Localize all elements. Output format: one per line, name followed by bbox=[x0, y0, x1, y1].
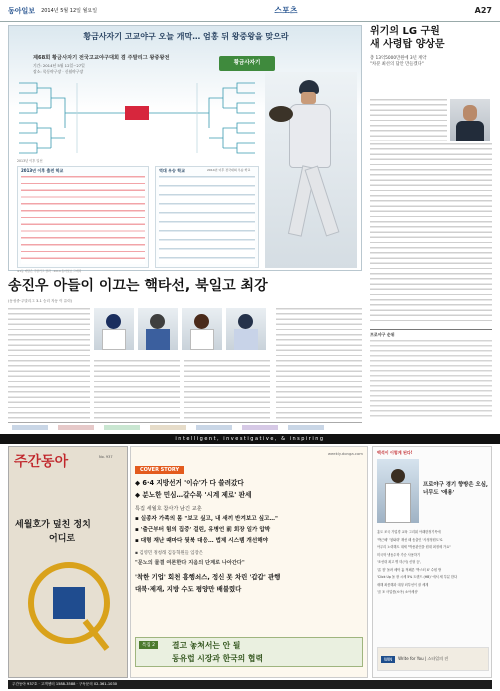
column-subhead-2: "차분 최선의 답안 만들겠다" bbox=[370, 62, 424, 67]
cover-headline-1: 세월호가 덮친 정치 bbox=[15, 520, 91, 530]
side-ad-footer-text: Write for You | 스타일의 진 bbox=[398, 656, 449, 661]
contents-item-5: ▪ 대형 재난 때마다 뒷북 대응… 법제 시스템 개선해야 bbox=[135, 538, 269, 544]
contents-item-4: ▪ '출근부터 험의 집중' 걸린, 유병언 前 회장 일가 압박 bbox=[135, 527, 271, 533]
side-ad-item-5: '롬 점' 돌려 메탁 흉 적폐론 '박스터 X' 수원 방 bbox=[377, 567, 442, 572]
newspaper-logo: 동아일보 bbox=[8, 6, 36, 15]
side-ad-footer bbox=[377, 647, 489, 671]
column-subhead-1: 총 13억5000만원에 3년 계약 bbox=[370, 56, 427, 61]
column-article bbox=[370, 25, 492, 420]
event-info-2: 장소: 목동야구장 · 신월야구장 bbox=[33, 69, 84, 74]
contents-item-6: ▪ 김영민 정청래 김동혁원들 입장은 bbox=[135, 551, 203, 556]
column-body-2 bbox=[370, 143, 492, 323]
side-ad-item-2: 아무리 노력해도 대세 "박용관인을 원대 최정세 가요" bbox=[377, 545, 451, 549]
stats-title: 프로야구 순위 bbox=[370, 332, 395, 337]
pitcher-photo bbox=[265, 72, 357, 268]
bottom-feature bbox=[135, 637, 363, 667]
story-col-2 bbox=[94, 360, 180, 420]
issue-date: 2014년 5월 12일 월요일 bbox=[41, 8, 98, 14]
cover-story-label: COVER STORY bbox=[135, 466, 184, 474]
side-ad-item-7: 새해 최종해과 대칭 외부선이 잘 세계 bbox=[377, 582, 429, 587]
team-table bbox=[17, 166, 149, 268]
champion-caption: 2014년 이후 전국대회 우승 학교 bbox=[207, 168, 251, 172]
tournament-bracket bbox=[17, 78, 257, 158]
side-ad-item-4: '조선대 최고 병 미(이) 신형 등', bbox=[377, 560, 422, 564]
side-ad-item-1: '박근혜' '청와대' 재선 때 송출인 '사정정원도'로 bbox=[377, 537, 443, 542]
story-headline: 송진우 아들이 이끄는 핵타선, 북일고 최강 bbox=[8, 278, 268, 294]
player-photo-2 bbox=[138, 308, 178, 350]
side-ad bbox=[372, 446, 492, 678]
feature-banner: 황금사자기 고교야구 오늘 개막… 엄홍 뒤 왕중왕을 맞으라 bbox=[83, 32, 289, 41]
player-photo-4 bbox=[226, 308, 266, 350]
bottom-feature-line1: 결고 놓쳐서는 안 될 bbox=[172, 641, 241, 650]
magazine-cover bbox=[8, 446, 128, 678]
magazine-issue: No. 937 bbox=[99, 455, 113, 459]
cover-emblem bbox=[23, 551, 115, 661]
team-table-title: 2013년 이후 출전 학교 bbox=[21, 168, 64, 173]
contents-item-9: 대북·제재, 지방 수도 평양만 배불렸다 bbox=[135, 585, 242, 593]
champion-table bbox=[155, 166, 259, 268]
magazine-name: 주간동아 bbox=[14, 454, 69, 470]
contents-item-7: "문노의 물결 여론한다 지음의 단계로 나아간다" bbox=[135, 560, 245, 566]
side-ad-top: 백석이 이렇게 된다! bbox=[377, 450, 413, 455]
manager-photo bbox=[450, 99, 490, 141]
column-title-line1: 위기의 LG 구원 bbox=[370, 26, 440, 37]
chart-note: 2013년 이후 일선 bbox=[17, 159, 43, 163]
story-col-3 bbox=[184, 360, 270, 420]
feature-graphic bbox=[8, 25, 362, 271]
side-ad-item-6: 'Click Up 돌 장 시세 5% 트렌드 (HB)' 에서 세 부분 한다 bbox=[377, 575, 458, 579]
contents-item-1: ◆ 분노한 민심…갈수록 '시계 제로' 판세 bbox=[135, 491, 252, 499]
ad-footer bbox=[8, 680, 492, 689]
event-info-1: 기간: 2014년 5월 12일~27일 bbox=[33, 63, 85, 68]
tagline-band bbox=[0, 434, 500, 444]
contents-item-3: ▪ 실종자 가족의 몸 "보고 싶고, 내 새끼 반겨보고 싶고…" bbox=[135, 516, 278, 522]
event-logo: 황금사자기 bbox=[219, 56, 275, 71]
column-title-line2: 새 사령탑 양상문 bbox=[370, 39, 445, 50]
story-col-1 bbox=[8, 308, 90, 420]
event-title: 제68회 황금사자기 전국고교야구대회 겸 주말리그 왕중왕전 bbox=[33, 55, 170, 61]
side-ad-item-0: 흥도 조국 가업경 교육 그리워 아래한정기목에 bbox=[377, 530, 441, 534]
side-ad-footer-label: WIN bbox=[381, 656, 395, 663]
magazine-web: weekly.donga.com bbox=[327, 451, 363, 456]
contents-item-8: '착한 기업' 회천 흥행쇠스, 정신 못 차린 '갑갑' 관행 bbox=[135, 573, 281, 581]
contents-item-0: ◆ 6·4 지방선거 '이슈'가 다 쓸려갔다 bbox=[135, 479, 244, 487]
cover-headline-2: 어디로 bbox=[49, 534, 76, 544]
side-ad-item-3: 미국학 냉동수학 가순 사용하기 bbox=[377, 552, 421, 557]
contents-item-2: 특집 세월호 참사가 남긴 교훈 bbox=[135, 506, 202, 512]
bottom-feature-label: 특집 2 bbox=[139, 641, 158, 649]
section-title: 스포츠 bbox=[274, 6, 298, 15]
player-photo-3 bbox=[182, 308, 222, 350]
bottom-feature-line2: 동유럽 시장과 한국의 협력 bbox=[172, 654, 263, 663]
stats-box bbox=[370, 329, 492, 419]
magazine-contents bbox=[130, 446, 368, 678]
tagline-text: intelligent, investigative, & inspiring bbox=[175, 436, 325, 442]
ad-footer-text: 주간동아 937호 · 고객센터 1588-3588 · 구독문의 02-361-1030 bbox=[12, 682, 118, 686]
column-body bbox=[370, 99, 447, 141]
side-ad-headline: 프로야구 경기 향방은 오심, 너무도 '애용' bbox=[423, 482, 488, 496]
page-number: A27 bbox=[474, 6, 492, 15]
side-ad-photo bbox=[377, 459, 419, 523]
story-byline: (동성중·주말리그 3-1 승리 자동 이 유력) bbox=[8, 299, 73, 303]
sponsor-strip bbox=[8, 422, 362, 432]
side-ad-item-8: '꿈 포 사업종(소아) 소아세상' bbox=[377, 590, 419, 594]
page-header bbox=[0, 0, 500, 22]
player-photos bbox=[94, 308, 270, 358]
side-ad-list bbox=[377, 529, 489, 597]
source-note: ※1등 메달은 주말리그 결과 · 2014 동아일보 그래픽 bbox=[17, 269, 82, 273]
champion-table-title: 역대 우승 학교 bbox=[159, 168, 185, 173]
player-photo-1 bbox=[94, 308, 134, 350]
story-col-4 bbox=[276, 308, 362, 420]
